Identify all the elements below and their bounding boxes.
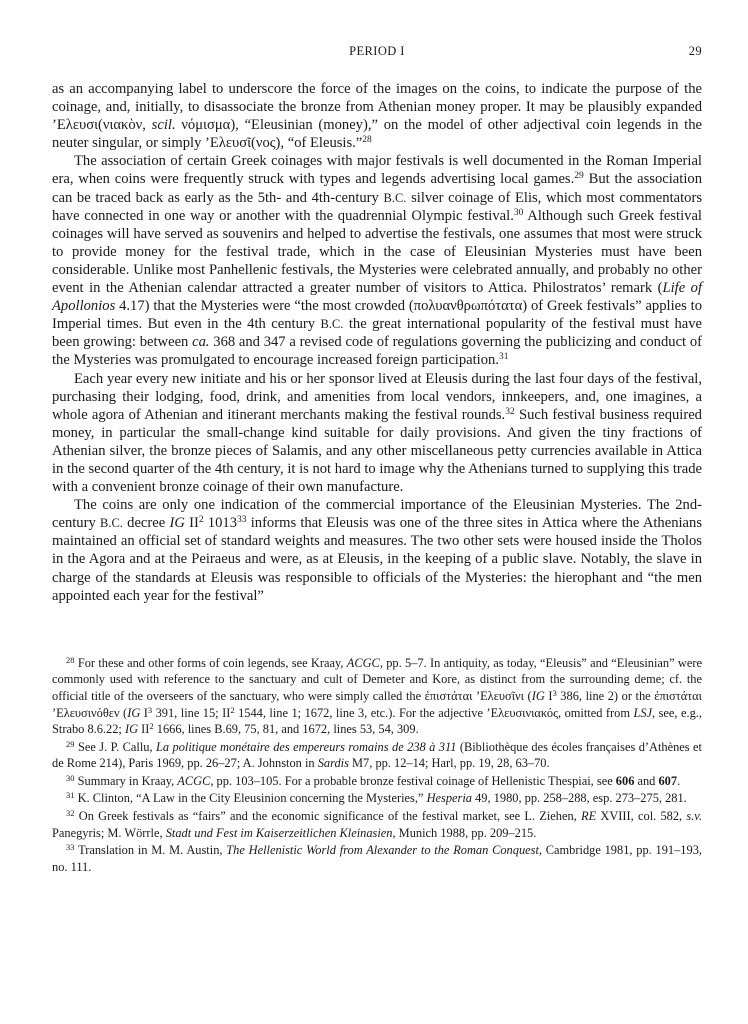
- text-run: See J. P. Callu,: [77, 739, 157, 754]
- text-run: II: [184, 515, 199, 532]
- superscript: 2: [230, 704, 235, 715]
- superscript: 2: [149, 721, 154, 732]
- text-run: the great international popularity of the festival must have been growing: between: [52, 316, 702, 351]
- small-caps-run: B.C.: [320, 317, 344, 332]
- footnote-number: 33: [66, 842, 75, 853]
- italic-run: ACGC: [177, 773, 211, 788]
- italic-run: Stadt und Fest im Kaiserzeitlichen Kleinasien: [165, 825, 393, 840]
- paragraph-4: [52, 496, 702, 605]
- text-run: silver coinage of Elis, which most commentators have connected in one way or another with the quadrennial Olympic festival.: [52, 189, 702, 224]
- paragraph-2: [52, 152, 702, 369]
- footnote-ref[interactable]: 32: [505, 406, 515, 417]
- text-run: XVIII, col. 582,: [596, 809, 687, 824]
- catalogue-ref[interactable]: 607: [658, 773, 678, 788]
- text-run: 1544, line 1; 1672, line 3, etc.). For the adjective ’Ελευσινιακός, omitted from: [234, 705, 634, 720]
- footnote-number: 30: [66, 772, 75, 783]
- italic-run: scil.: [151, 117, 176, 134]
- text-run: , pp. 103–105. For a probable bronze festival coinage of Hellenistic Thespiai, see: [210, 773, 616, 788]
- italic-run: IG: [127, 705, 141, 720]
- italic-run: Hesperia: [426, 791, 472, 806]
- text-run: Summary in Kraay,: [77, 773, 178, 788]
- page-number: 29: [688, 44, 702, 58]
- italic-run: IG: [531, 688, 545, 703]
- text-run: decree: [122, 515, 170, 532]
- text-run: Such festival business required money, in particular the small-change kind suitable for daily provisions. And given the tiny fractions of Athenian silver, the bronze pieces of Salamis, and any other miscellaneous petty currencies available in Attica in the second quarter of the 4th century, it is not hard to image why the Athenians turned to supplying this trade with a convenient bronze coinage of their own manufacture.: [52, 406, 702, 496]
- text-run: (Bibliothèque des écoles françaises d’Athènes et de Rome 214), Paris 1969, pp. 26–27; A. Johnston in: [52, 739, 702, 771]
- small-caps-run: B.C.: [100, 516, 123, 531]
- italic-run: LSJ: [633, 705, 653, 720]
- catalogue-ref[interactable]: 606: [615, 773, 635, 788]
- text-run: , Cambridge 1981, pp. 191–193, no. 111.: [52, 843, 702, 874]
- footnote-number: 31: [66, 790, 75, 801]
- footnote-29: [52, 739, 702, 772]
- text-run: , pp. 5–7. In antiquity, as today, “Eleusis” and “Eleusinian” were commonly used with reference to the sanctuary and cult of Demeter and Kore, as distinct from the surrounding deme; cf. the official title of the overseers of the sanctuary, who were simply called the ἐπιστάται ’Ελευσῖνι (: [52, 655, 702, 703]
- text-run: 386, line 2) or the ἐπιστάται ’Ελευσινόθεν (: [52, 688, 702, 720]
- text-run: M7, pp. 12–14; Harl, pp. 19, 28, 63–70.: [348, 756, 550, 771]
- footnote-ref[interactable]: 29: [574, 171, 584, 182]
- text-run: , see, e.g., Strabo 8.6.22;: [52, 705, 702, 737]
- footnote-28: [52, 655, 702, 738]
- text-run: and: [634, 773, 659, 788]
- text-run: The coins are only one indication of the commercial importance of the Eleusinian Mysteries. The 2nd-century: [52, 497, 702, 532]
- text-run: K. Clinton, “A Law in the City Eleusinion concerning the Mysteries,”: [77, 791, 427, 806]
- book-page: [52, 44, 702, 876]
- running-head: [52, 44, 702, 66]
- small-caps-run: B.C.: [383, 190, 407, 205]
- footnote-31: [52, 790, 702, 807]
- superscript: 3: [147, 704, 153, 715]
- text-run: For these and other forms of coin legends, see Kraay,: [77, 655, 347, 670]
- superscript: 3: [552, 687, 557, 698]
- italic-run: s.v.: [686, 809, 702, 824]
- text-run: 4.17) that the Mysteries were “the most crowded (πολυανθρωπότατα) of Greek festivals” applies to Imperial times. But even in the 4th century: [52, 298, 702, 333]
- italic-run: Sardis: [317, 756, 349, 771]
- footnote-number: 32: [66, 808, 75, 819]
- text-run: , Munich 1988, pp. 209–215.: [392, 825, 537, 840]
- text-run: I: [544, 688, 553, 703]
- text-run: νόμισμα), “Eleusinian (money),” on the model of other adjectival coin legends in the neuter singular, or simply ’Ελευσῖ(νος), “of Eleusis.”: [52, 117, 702, 152]
- footnote-ref[interactable]: 33: [237, 515, 247, 526]
- text-run: The association of certain Greek coinages with major festivals is well documented in the Roman Imperial era, when coins were frequently struck with types and legends advertising local games.: [52, 153, 702, 188]
- text-run: as an accompanying label to underscore the force of the images on the coins, to indicate the purpose of the coinage, and, initially, to disassociate the bronze from Athenian money proper. It may be plausibly expanded ’Ελευσι(νιακὸν,: [52, 81, 702, 134]
- footnotes: [52, 655, 702, 876]
- italic-run: ca.: [192, 334, 210, 351]
- text-run: informs that Eleusis was one of the three sites in Attica where the Athenians maintained an official set of standard weights and measures. The two other sets were housed inside the Tholos in the Agora and at the Peiraeus and were, as at Eleusis, in the keeping of a public slave. Notably, the slave in charge of the standards at Eleusis was responsible to officials of the Mysteries: the hierophant and “the men appointed each year for the festival”: [52, 515, 703, 604]
- italic-run: ACGC: [346, 655, 380, 670]
- italic-run: IG: [124, 722, 139, 737]
- text-run: Translation in M. M. Austin,: [78, 843, 227, 858]
- main-text: [52, 80, 702, 605]
- footnote-33: [52, 842, 702, 875]
- text-run: .: [677, 773, 681, 788]
- text-run: II: [138, 722, 150, 737]
- text-run: Each year every new initiate and his or her sponsor lived at Eleusis during the last four days of the festival, purchasing their lodging, food, drink, and amenities from local vendors, innkeepers, and, one imagines, a whole agora of Athenian and itinerant merchants making the festival rounds.: [52, 370, 702, 423]
- italic-run: Life of Apollonios: [52, 280, 703, 315]
- italic-run: La politique monétaire des empereurs romains de 238 à 311: [156, 739, 457, 754]
- text-run: I: [140, 705, 148, 720]
- footnote-number: 28: [66, 654, 75, 665]
- italic-run: The Hellenistic World from Alexander to the Roman Conquest: [226, 843, 539, 858]
- paragraph-3: [52, 370, 702, 497]
- text-run: 49, 1980, pp. 258–288, esp. 273–275, 281.: [472, 791, 687, 806]
- text-run: 1013: [203, 515, 237, 532]
- paragraph-1: [52, 80, 702, 152]
- italic-run: IG: [169, 515, 185, 532]
- text-run: But the association can be traced back as early as the 5th- and 4th-century: [52, 171, 702, 206]
- footnote-ref[interactable]: 28: [362, 135, 372, 146]
- text-run: On Greek festivals as “fairs” and the economic significance of the festival market, see L. Ziehen,: [78, 809, 582, 824]
- text-run: 1666, lines B.69, 75, 81, and 1672, lines 53, 54, 309.: [153, 722, 419, 737]
- footnote-ref[interactable]: 31: [498, 352, 509, 363]
- footnote-30: [52, 773, 702, 790]
- footnote-number: 29: [66, 738, 75, 749]
- running-title: PERIOD I: [349, 44, 405, 58]
- text-run: 391, line 15; II: [152, 705, 231, 720]
- text-run: 368 and 347 a revised code of regulations governing the publicizing and conduct of the Mysteries was promulgated to encourage increased foreign participation.: [52, 334, 703, 369]
- footnote-32: [52, 808, 702, 841]
- italic-run: RE: [581, 809, 597, 824]
- footnote-ref[interactable]: 30: [513, 207, 524, 218]
- superscript: 2: [198, 515, 204, 526]
- text-run: Panegyris; M. Wörrle,: [52, 825, 166, 840]
- text-run: Although such Greek festival coinages will have served as souvenirs and helped to advertise the festivals, one assumes that most were struck to provide money for the festival trade, which in the case of Eleusinian Mysteries must have been considerable. Unlike most Panhellenic festivals, the Mysteries were celebrated annually, and probably no other event in the Athenian calendar attracted a greater number of visitors to Attica. Philostratos’ remark (: [52, 207, 702, 297]
